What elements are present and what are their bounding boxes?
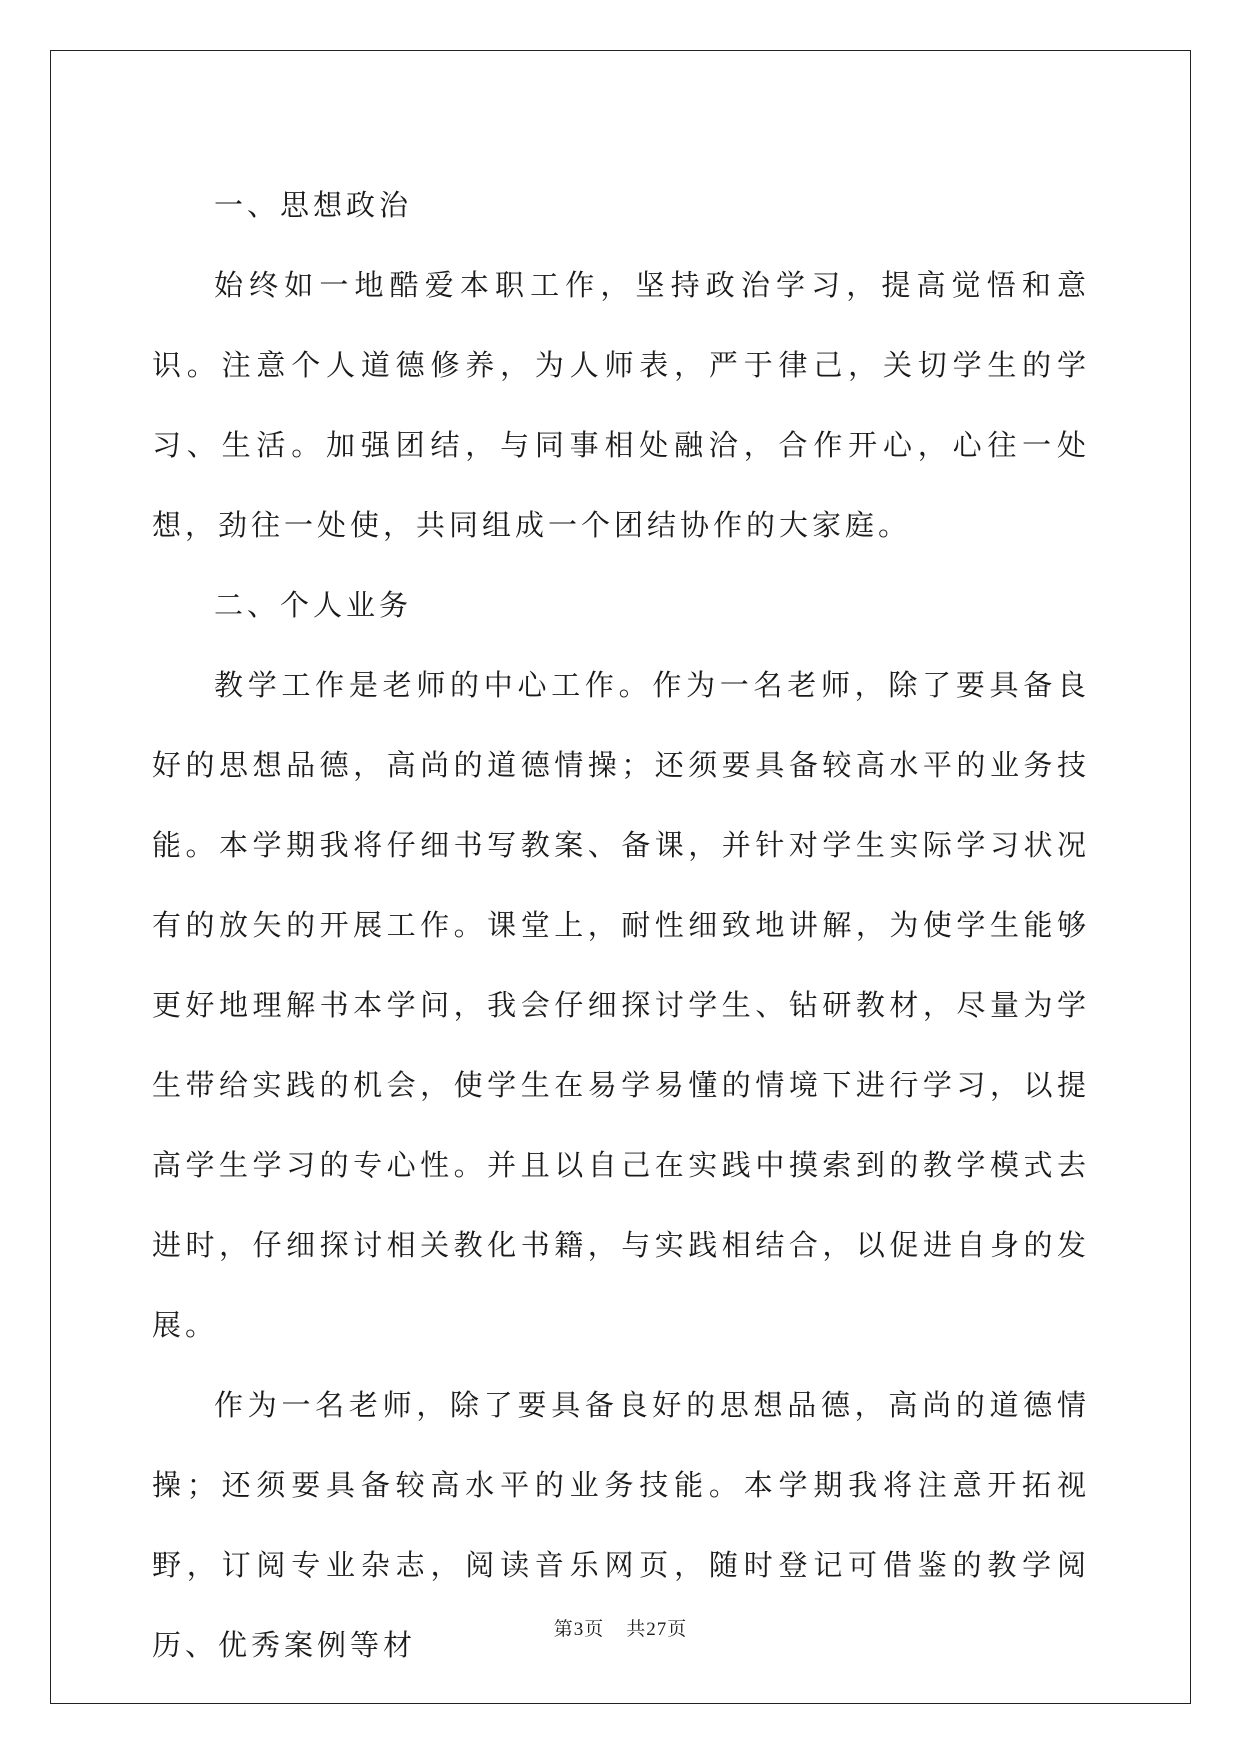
section-1-paragraph-1: 始终如一地酷爱本职工作，坚持政治学习，提高觉悟和意识。注意个人道德修养，为人师表，严于律己，关切学生的学习、生活。加强团结，与同事相处融洽，合作开心，心往一处想，劲往一处使，共同组成一个团结协作的大家庭。 — [152, 268, 1090, 542]
section-2-paragraph-2: 作为一名老师，除了要具备良好的思想品德，高尚的道德情操；还须要具备较高水平的业务技能。本学期我将注意开拓视野，订阅专业杂志，阅读音乐网页，随时登记可借鉴的教学阅历、优秀案例等材 — [152, 1388, 1090, 1662]
section-heading-2: 二、个人业务 — [214, 588, 413, 622]
section-2-paragraph-1: 教学工作是老师的中心工作。作为一名老师，除了要具备良好的思想品德，高尚的道德情操；还须要具备较高水平的业务技能。本学期我将仔细书写教案、备课，并针对学生实际学习状况有的放矢的开展工作。课堂上，耐性细致地讲解，为使学生能够更好地理解书本学问，我会仔细探讨学生、钻研教材，尽量为学生带给实践的机会，使学生在易学易懂的情境下进行学习，以提高学生学习的专心性。并且以自己在实践中摸索到的教学模式去进时，仔细探讨相关教化书籍，与实践相结合，以促进自身的发展。 — [152, 668, 1090, 1342]
page-number: 第3页 — [553, 1619, 605, 1640]
section-heading-1: 一、思想政治 — [214, 188, 413, 222]
total-pages: 共27页 — [626, 1619, 688, 1640]
page-footer — [0, 1614, 1241, 1641]
document-body — [152, 165, 1090, 1685]
